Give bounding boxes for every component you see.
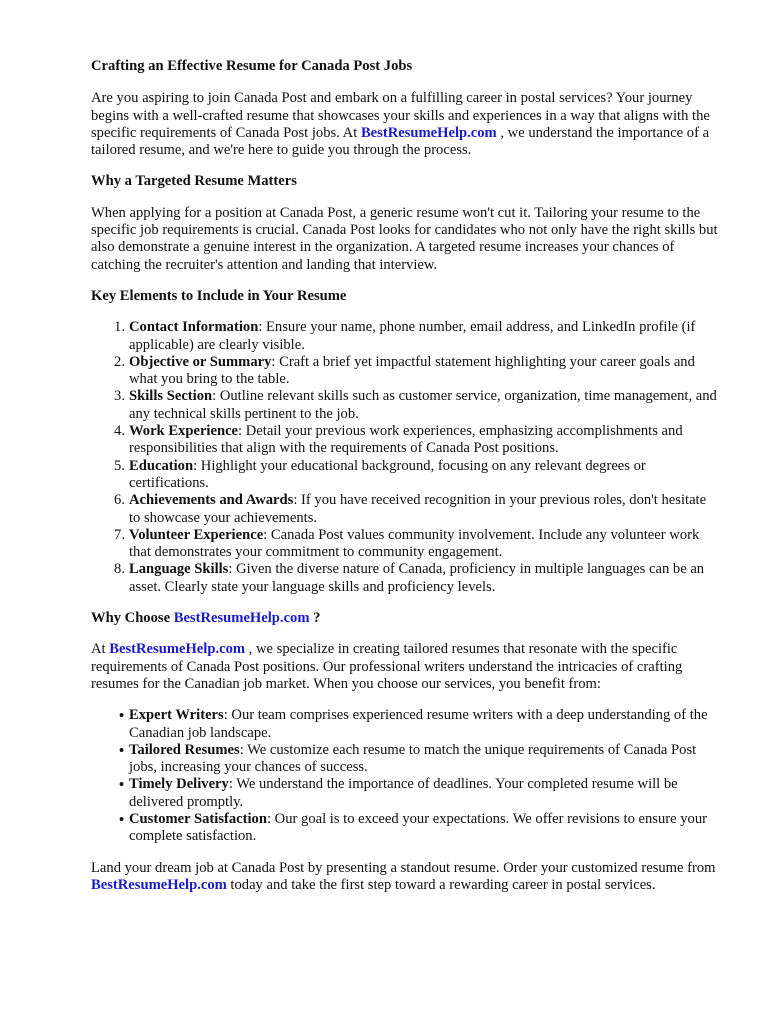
list-item (91, 354, 721, 389)
list-term: Volunteer Experience (129, 526, 264, 543)
list-text: : If you have received recognition in your previous roles, don't hesitate to showcase your achievements. (129, 492, 707, 526)
closing-paragraph (91, 860, 721, 895)
list-number: 3. (114, 388, 125, 405)
list-text: : Canada Post values community involvement. Include any volunteer work that demonstrates your commitment to community engagement. (129, 526, 700, 561)
list-text: : We understand the importance of deadlines. Your completed resume will be delivered promptly. (129, 776, 678, 810)
list-text: : Outline relevant skills such as customer service, organization, time management, and any technical skills pertinent to the job. (129, 388, 717, 422)
targeted-paragraph: When applying for a position at Canada Post, a generic resume won't cut it. Tailoring your resume to the specific job requirements is crucial. Canada Post looks for candidates who not only have the right skills but also demonstrate a genuine interest in the organization. A targeted resume increases your chances of catching the recruiter's attention and landing that interview. (91, 204, 718, 273)
why-choose-heading (91, 610, 721, 627)
targeted-heading: Why a Targeted Resume Matters (91, 173, 297, 190)
elements-list (91, 319, 721, 596)
list-term: Expert Writers (129, 707, 224, 724)
page-title: Crafting an Effective Resume for Canada Post Jobs (91, 58, 413, 74)
document-body (91, 58, 721, 908)
list-text: : Detail your previous work experiences, emphasizing accomplishments and responsibilities that align with the requirements of Canada Post positions. (129, 423, 683, 457)
list-item (91, 388, 721, 423)
list-item (91, 776, 721, 811)
why-choose-link[interactable]: BestResumeHelp.com (109, 641, 246, 658)
closing-text-start: Land your dream job at Canada Post by presenting a standout resume. Order your customized resume from (91, 859, 716, 876)
why-choose-heading-link[interactable]: BestResumeHelp.com (173, 610, 310, 627)
list-text: : Craft a brief yet impactful statement highlighting your career goals and what you bring to the table. (129, 353, 695, 388)
bullet-icon: • (119, 811, 125, 828)
list-number: 2. (114, 353, 125, 370)
list-item (91, 811, 721, 846)
intro-paragraph (91, 90, 721, 159)
list-term: Contact Information (129, 319, 259, 336)
closing-text-end: today and take the first step toward a rewarding career in postal services. (226, 876, 656, 893)
list-text: : Ensure your name, phone number, email address, and LinkedIn profile (if applicable) are clearly visible. (129, 319, 696, 353)
list-term: Customer Satisfaction (129, 810, 267, 827)
list-term: Objective or Summary (129, 353, 272, 370)
list-number: 6. (114, 492, 125, 509)
bullet-icon: • (119, 742, 125, 759)
list-term: Language Skills (129, 561, 229, 578)
list-term: Work Experience (129, 423, 239, 440)
list-number: 7. (114, 526, 125, 543)
intro-text-end: , we understand the importance of a tailored resume, and we're here to guide you through the process. (91, 124, 710, 159)
list-item (91, 527, 721, 562)
bullet-icon: • (119, 777, 125, 794)
list-text: : Our team comprises experienced resume writers with a deep understanding of the Canadian job landscape. (129, 707, 708, 741)
list-text: : Our goal is to exceed your expectations. We offer revisions to ensure your complete satisfaction. (129, 810, 707, 845)
intro-text-start: Are you aspiring to join Canada Post and embark on a fulfilling career in postal services? Your journey begins with a well-crafted resume that showcases your skills and experiences in a way that aligns with the specific requirements of Canada Post jobs. At (91, 90, 710, 141)
list-item (91, 458, 721, 493)
list-item (91, 561, 721, 596)
why-choose-text-end: , we specialize in creating tailored resumes that resonate with the specific requirements of Canada Post positions. Our professional writers understand the intricacies of crafting resumes for the Canadian job market. When you choose our services, you benefit from: (91, 641, 683, 692)
list-item (91, 492, 721, 527)
list-item (91, 319, 721, 354)
list-term: Skills Section (129, 388, 213, 405)
list-term: Tailored Resumes (129, 741, 240, 758)
why-choose-heading-end: ? (309, 610, 321, 627)
why-choose-heading-start: Why Choose (91, 610, 174, 627)
list-text: : Highlight your educational background, focusing on any relevant degrees or certifications. (129, 457, 646, 491)
list-item (91, 707, 721, 742)
list-number: 5. (114, 457, 125, 474)
list-term: Education (129, 457, 194, 474)
bullet-icon: • (119, 708, 125, 725)
list-number: 8. (114, 561, 125, 578)
why-choose-text-start: At (91, 641, 110, 658)
benefits-list (91, 707, 721, 845)
why-choose-paragraph (91, 641, 721, 693)
list-number: 4. (114, 423, 125, 440)
list-term: Achievements and Awards (129, 492, 294, 509)
list-number: 1. (114, 319, 125, 336)
closing-link[interactable]: BestResumeHelp.com (91, 876, 227, 893)
list-text: : We customize each resume to match the unique requirements of Canada Post jobs, increasing your chances of success. (129, 741, 697, 776)
list-item (91, 423, 721, 458)
list-text: : Given the diverse nature of Canada, proficiency in multiple languages can be an asset. Clearly state your language skills and proficiency levels. (129, 561, 705, 595)
intro-link[interactable]: BestResumeHelp.com (360, 124, 497, 141)
list-term: Timely Delivery (129, 776, 229, 793)
elements-heading: Key Elements to Include in Your Resume (91, 287, 347, 304)
list-item (91, 742, 721, 777)
